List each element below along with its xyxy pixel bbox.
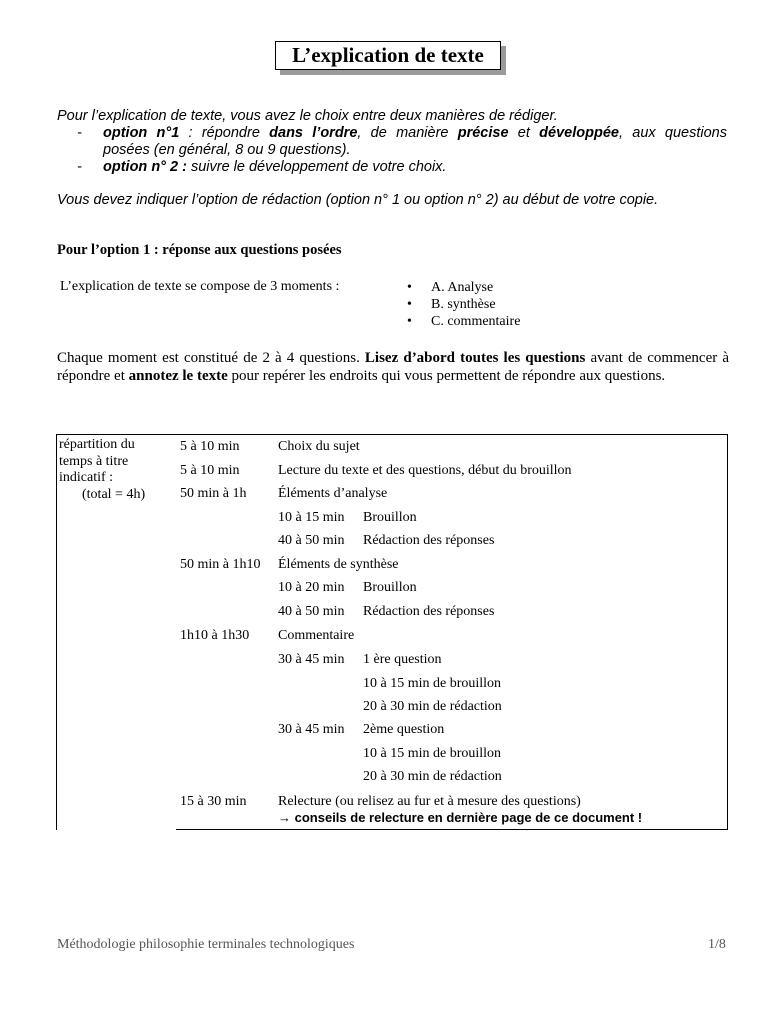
schedule-time: 15 à 30 min xyxy=(180,794,247,809)
schedule-subactivity: Rédaction des réponses xyxy=(363,604,495,619)
schedule-subtime: 40 à 50 min xyxy=(278,604,345,619)
schedule-time: 50 min à 1h xyxy=(180,486,247,501)
option1-line1 xyxy=(57,125,727,142)
option1-text: , de manière xyxy=(357,125,458,141)
schedule-label-line: temps à titre xyxy=(59,453,129,469)
option2-label: option n° 2 : xyxy=(103,159,187,175)
schedule-label-line: indicatif : xyxy=(59,470,114,485)
list-item: • A. Analyse xyxy=(407,279,520,296)
schedule-time: 5 à 10 min xyxy=(180,439,240,454)
schedule-detail: 10 à 15 min de brouillon xyxy=(363,676,502,691)
option1-label: option n°1 xyxy=(103,125,180,141)
section-heading: Pour l’option 1 : réponse aux questions posées xyxy=(57,242,342,258)
schedule-label-line: (total = 4h) xyxy=(82,486,146,502)
list-item: • C. commentaire xyxy=(407,313,520,330)
schedule-label-line: répartition du xyxy=(59,437,135,452)
table-border xyxy=(56,434,57,830)
table-border xyxy=(727,434,728,830)
option1-text: et xyxy=(508,125,540,141)
dash-marker: - xyxy=(77,125,82,141)
schedule-subtime: 40 à 50 min xyxy=(278,533,345,548)
title-box xyxy=(275,41,501,70)
schedule-detail: 20 à 30 min de rédaction xyxy=(363,769,502,784)
schedule-detail: 20 à 30 min de rédaction xyxy=(363,699,502,714)
option1-text: , aux questions xyxy=(618,125,727,141)
schedule-subtime: 10 à 15 min xyxy=(278,510,345,525)
instructions-text: répondre et xyxy=(57,368,129,384)
footer-title: Méthodologie philosophie terminales technologiques xyxy=(57,937,355,952)
schedule-subtime: 10 à 20 min xyxy=(278,580,345,595)
option1-continuation: posées (en général, 8 ou 9 questions). xyxy=(103,142,351,158)
table-border xyxy=(176,829,728,830)
relecture-note-text: conseils de relecture en dernière page de ce document ! xyxy=(294,810,643,825)
instructions-text: Chaque moment est constitué de 2 à 4 questions. xyxy=(57,350,365,366)
relecture-note xyxy=(278,809,642,826)
schedule-subactivity: Brouillon xyxy=(363,580,417,595)
schedule-activity: Relecture (ou relisez au fur et à mesure des questions) xyxy=(278,794,581,809)
schedule-activity: Éléments de synthèse xyxy=(278,557,399,572)
page-title: L’explication de texte xyxy=(275,41,501,70)
instructions-line1 xyxy=(57,349,729,367)
option1-emphasis-developed: développée xyxy=(539,125,619,141)
arrow-right-icon: → xyxy=(278,810,291,825)
option1-emphasis-precise: précise xyxy=(457,125,509,141)
schedule-subactivity: 1 ère question xyxy=(363,652,442,667)
option1-line2 xyxy=(57,142,727,159)
schedule-time: 1h10 à 1h30 xyxy=(180,628,250,643)
option1-text: : répondre xyxy=(179,125,270,141)
schedule-activity: Éléments d’analyse xyxy=(278,486,388,501)
option-instruction: Vous devez indiquer l’option de rédaction (option n° 1 ou option n° 2) au début de votre copie. xyxy=(57,192,659,208)
intro-line: Pour l’explication de texte, vous avez le choix entre deux manières de rédiger. xyxy=(57,108,558,124)
schedule-subactivity: Rédaction des réponses xyxy=(363,533,495,548)
schedule-subactivity: Brouillon xyxy=(363,510,417,525)
schedule-subtime: 30 à 45 min xyxy=(278,722,345,737)
schedule-subactivity: 2ème question xyxy=(363,722,445,737)
instructions-emphasis: Lisez d’abord toutes les questions xyxy=(364,350,586,366)
schedule-detail: 10 à 15 min de brouillon xyxy=(363,746,502,761)
instructions-emphasis: annotez le texte xyxy=(128,368,228,384)
schedule-activity: Choix du sujet xyxy=(278,439,360,454)
instructions-text: pour repérer les endroits qui vous permettent de répondre aux questions. xyxy=(227,368,666,384)
schedule-label xyxy=(59,437,169,503)
instructions-text: avant de commencer à xyxy=(585,350,729,366)
schedule-subtime: 30 à 45 min xyxy=(278,652,345,667)
dash-marker: - xyxy=(77,159,82,175)
schedule-activity: Commentaire xyxy=(278,628,355,643)
compose-text: L’explication de texte se compose de 3 moments : xyxy=(60,279,340,294)
schedule-time: 5 à 10 min xyxy=(180,463,240,478)
moments-list xyxy=(407,279,520,330)
table-border xyxy=(56,434,727,435)
option2-line xyxy=(57,159,727,176)
option1-emphasis-order: dans l’ordre xyxy=(269,125,358,141)
schedule-table xyxy=(56,434,728,830)
option2-text: suivre le développement de votre choix. xyxy=(186,159,447,175)
page-number: 1/8 xyxy=(708,937,726,952)
schedule-time: 50 min à 1h10 xyxy=(180,557,261,572)
schedule-activity: Lecture du texte et des questions, début du brouillon xyxy=(278,463,572,478)
instructions-line2 xyxy=(57,367,729,385)
list-item: • B. synthèse xyxy=(407,296,520,313)
